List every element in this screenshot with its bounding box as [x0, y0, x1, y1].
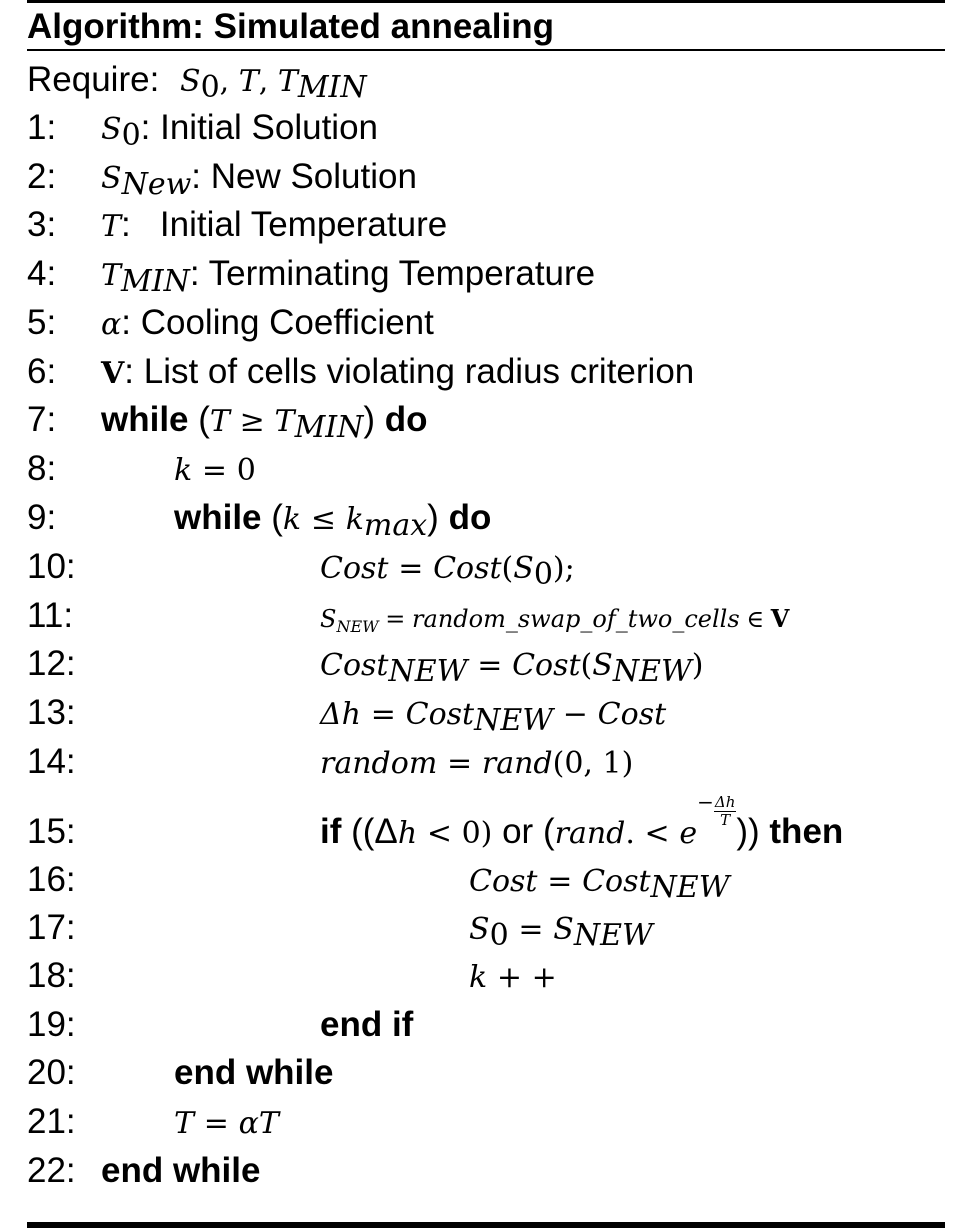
algorithm-line: [0, 545, 971, 592]
algorithm-line: [0, 594, 971, 638]
top-rule: [27, 0, 945, 3]
algorithm-line: [0, 252, 971, 299]
algorithm-line: [0, 106, 971, 153]
keyword: end if: [320, 1005, 414, 1044]
line-content: Cost = $Cost(S_0)$;: [320, 551, 575, 592]
line-content: $S_0 = S_{NEW}$: [469, 912, 653, 953]
line-number: 14:: [27, 742, 76, 781]
line-number: 4:: [27, 254, 57, 293]
line-number: 2:: [27, 157, 57, 196]
algorithm-line: [0, 906, 971, 953]
algorithm-line: [0, 1003, 971, 1047]
line-content: k = 0: [174, 453, 256, 488]
algorithm-line: [0, 301, 971, 345]
keyword: while: [101, 400, 189, 439]
algorithm-line: [0, 447, 971, 491]
line-content: α: Cooling Coefficient: [101, 303, 434, 342]
line-number: 5:: [27, 303, 57, 342]
line-number: 13:: [27, 693, 76, 732]
line-content: k + +: [469, 960, 557, 995]
line-number: 20:: [27, 1053, 76, 1092]
algorithm-line: [0, 155, 971, 202]
algorithm-line: [0, 691, 971, 738]
line-content: while $(T \ge T_{MIN})$ do: [101, 400, 428, 445]
keyword: if: [320, 812, 342, 851]
algorithm-line: [0, 642, 971, 689]
line-number: 9:: [27, 498, 57, 537]
line-number: 16:: [27, 860, 76, 899]
line-content: $T_{MIN}$: Terminating Temperature: [101, 254, 596, 299]
keyword: then: [769, 812, 844, 851]
line-number: 12:: [27, 644, 76, 683]
line-content: Cost$_{NEW}$ = $Cost(S_{NEW})$: [320, 648, 704, 689]
line-content: Δh = Cost$_{NEW}$ − Cost: [320, 697, 667, 738]
require-vars: $S_0$, T, $T_{MIN}$: [180, 64, 367, 105]
keyword: do: [448, 498, 492, 537]
line-content: V: List of cells violating radius criterion: [101, 352, 695, 391]
line-number: 1:: [27, 108, 57, 147]
line-content: if ((Δh < 0) or (rand. < e− $\frac{\Delta h}{T}$ )) then: [320, 790, 844, 851]
keyword: end while: [101, 1151, 261, 1190]
algorithm-line: [0, 790, 971, 854]
exponent-fraction: $\frac{\Delta h}{T}$: [714, 793, 736, 829]
exponent: −: [697, 790, 714, 814]
line-number: 19:: [27, 1005, 76, 1044]
keyword: end while: [174, 1053, 334, 1092]
line-content: T = αT: [174, 1106, 279, 1141]
algorithm-line: [0, 1149, 971, 1193]
require-line: [0, 58, 971, 105]
algorithm-line: [0, 954, 971, 998]
algorithm-line: [0, 740, 971, 784]
algorithm-line: [0, 203, 971, 247]
algorithm-line: [0, 398, 971, 445]
line-number: 18:: [27, 956, 76, 995]
line-content: $S_{New}$: New Solution: [101, 157, 417, 202]
line-number: 22:: [27, 1151, 76, 1190]
header-rule: [27, 49, 945, 51]
line-number: 8:: [27, 449, 57, 488]
algorithm-line: [0, 1100, 971, 1144]
bottom-rule: [27, 1222, 945, 1228]
line-content: T: Initial Temperature: [101, 205, 448, 244]
line-content: $S_0$: Initial Solution: [101, 108, 379, 153]
line-content: while $(k \le k_{max})$ do: [174, 498, 492, 543]
algorithm-title: Algorithm: Simulated annealing: [27, 7, 554, 46]
line-number: 17:: [27, 908, 76, 947]
algorithm-line: [0, 496, 971, 543]
line-number: 11:: [27, 596, 74, 635]
line-content: $S_{NEW}$ = random_swap_of_two_cells ∈ V: [320, 604, 790, 636]
line-number: 3:: [27, 205, 57, 244]
line-number: 15:: [27, 812, 76, 851]
line-content: Cost = Cost$_{NEW}$: [469, 864, 730, 905]
line-number: 6:: [27, 352, 57, 391]
keyword: do: [384, 400, 428, 439]
line-number: 7:: [27, 400, 57, 439]
algorithm-line: [0, 1051, 971, 1095]
require-label: Require:: [27, 60, 160, 99]
algorithm-line: [0, 350, 971, 394]
keyword: while: [174, 498, 262, 537]
algorithm-line: [0, 858, 971, 905]
line-number: 21:: [27, 1102, 76, 1141]
line-number: 10:: [27, 547, 76, 586]
line-content: random = rand(0, 1): [320, 746, 634, 781]
